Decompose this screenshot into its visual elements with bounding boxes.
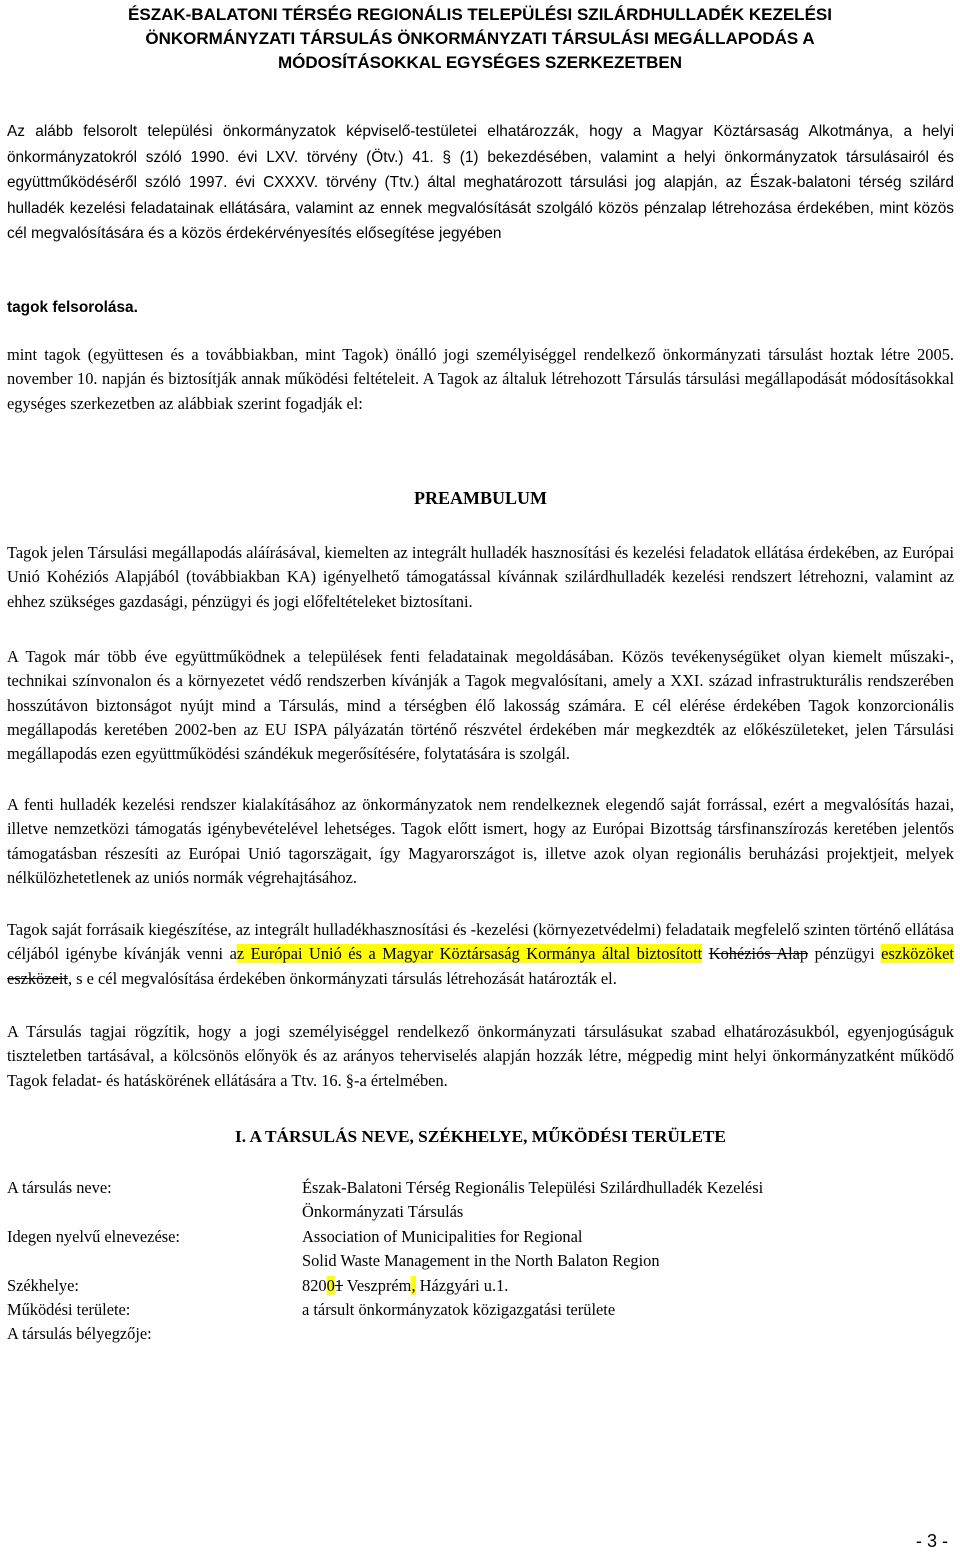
title-line-3: MÓDOSÍTÁSOKKAL EGYSÉGES SZERKEZETBEN (278, 53, 682, 72)
p4-text-e: , s e cél megvalósítása érdekében önkormányzati társulás létrehozását határozták el. (67, 968, 617, 988)
field-foreign-name-line-1: Association of Municipalities for Regional (302, 1227, 583, 1246)
preamble-heading: PREAMBULUM (414, 488, 547, 508)
p4-strike-1: Kohéziós Alap (708, 944, 809, 964)
field-name-value-line-1: Észak-Balatoni Térség Regionális Települési Szilárdhulladék Kezelési (302, 1178, 764, 1197)
preamble-paragraph-4 (7, 918, 954, 991)
field-foreign-name-label: Idegen nyelvű elnevezése: (7, 1227, 180, 1246)
field-name-label: A társulás neve: (7, 1178, 112, 1197)
seat-highlight: 0 (326, 1276, 335, 1295)
seat-text-a: 820 (302, 1276, 327, 1295)
p4-strike-2: eszközeit (7, 968, 68, 988)
preamble-paragraph-2: A Tagok már több éve együttműködnek a települések fenti feladatainak megoldásában. Közös tevékenységüket olyan kiemelt műszaki-, technikai színvonalon és a környezetet védő rendszerben kívánják a Tagok megvalósítani, amely a XXI. század infrastrukturális rendszerében hosszútávon biztonságot nyújt mind a Társulás, mind a térségben élő lakosság számára. E cél elérése érdekében Tagok konzorcionális megállapodás keretében 2002-ben az EU ISPA pályázatán történő részvétel érdekében már megkezdték az előkészületeket, jelen Társulási megállapodás ezen együttműködési szándékuk megerősítésére, folytatására is szolgál. (7, 647, 954, 764)
field-foreign-name-value (302, 1225, 952, 1274)
field-name-value-line-2: Önkormányzati Társulás (302, 1202, 464, 1222)
section-1-heading: I. A TÁRSULÁS NEVE, SZÉKHELYE, MŰKÖDÉSI TERÜLETE (235, 1127, 726, 1146)
field-seat-value (302, 1274, 952, 1298)
field-seat-label: Székhelye: (7, 1276, 79, 1295)
field-foreign-name-line-2: Solid Waste Management in the North Balaton Region (302, 1251, 660, 1271)
field-area-value: a társult önkormányzatok közigazgatási területe (302, 1300, 616, 1319)
p4-highlight-1: z Európai Unió és a Magyar Köztársaság Kormánya által biztosított (236, 944, 703, 964)
intro-paragraph-2: mint tagok (együttesen és a továbbiakban, mint Tagok) önálló jogi személyiséggel rendelkező önkormányzati társulást hoztak létre 2005. november 10. napján és biztosítják annak működési feltételeit. A Tagok az általuk létrehozott Társulás társulási megállapodását módosításokkal egységes szerkezetben az alábbiak szerint fogadják el: (7, 345, 954, 413)
seat-text-b: Veszprém (343, 1276, 412, 1295)
field-name-value (302, 1176, 952, 1225)
preamble-paragraph-1: Tagok jelen Társulási megállapodás aláírásával, kiemelten az integrált hulladék hasznosítási és kezelési feladatok ellátása érdekében, az Európai Unió Kohéziós Alapjából (továbbiakban KA) igényelhető támogatással kívánnak szilárdhulladék kezelési rendszert létrehozni, valamint az ehhez szükséges gazdasági, pénzügyi és jogi előfeltételeket biztosítani. (7, 543, 954, 611)
field-stamp-label: A társulás bélyegzője: (7, 1324, 152, 1343)
seat-comma-highlight: , (411, 1276, 416, 1295)
p4-text-c: pénzügyi (808, 944, 882, 964)
members-list-label: tagok felsorolása. (7, 299, 138, 316)
field-area-label: Működési területe: (7, 1300, 131, 1319)
title-line-2: ÖNKORMÁNYZATI TÁRSULÁS ÖNKORMÁNYZATI TÁRSULÁSI MEGÁLLAPODÁS A (145, 29, 815, 48)
seat-strike: 1 (334, 1276, 343, 1295)
intro-paragraph: Az alább felsorolt települési önkormányzatok képviselő-testületei elhatározzák, hogy a Magyar Köztársaság Alkotmánya, a helyi önkormányzatokról szóló 1990. évi LXV. törvény (Ötv.) 41. § (1) bekezdésében, valamint a helyi önkormányzatok társulásairól és együttműködéséről szóló 1997. évi CXXXV. törvény (Ttv.) által meghatározott társulási jog alapján, az Észak-balatoni térség szilárd hulladék kezelési feladatainak ellátására, valamint az ennek megvalósítását szolgáló közös pénzalap létrehozása érdekében, mint közös cél megvalósítására és a közös érdekérvényesítés elősegítése jegyében (7, 123, 954, 242)
page-number: - 3 - (915, 1531, 948, 1551)
document-title (0, 3, 960, 75)
preamble-paragraph-3: A fenti hulladék kezelési rendszer kialakításához az önkormányzatok nem rendelkeznek elegendő saját forrással, ezért a megvalósítás hazai, illetve nemzetközi támogatás igénybevételével lehetséges. Tagok előtt ismert, hogy az Európai Bizottság társfinanszírozás keretében jelentős támogatásban részesíti az Európai Unió tagorszägait, így Magyarországot is, illetve azok olyan regionális beruházási projektjeit, melyek nélkülözhetetlenek az uniós normák végrehajtásához. (7, 795, 954, 887)
preamble-paragraph-5: A Társulás tagjai rögzítik, hogy a jogi személyiséggel rendelkező önkormányzati társulásukat szabad elhatározásukból, egyenjogúságuk tiszteletben tartásával, a kölcsönös előnyök és az arányos teherviselés alapján hozzák létre, mégpedig mint helyi önkormányzatként működő Tagok feladat- és hatáskörének ellátására a Ttv. 16. §-a értelmében. (7, 1022, 954, 1090)
title-line-1: ÉSZAK-BALATONI TÉRSÉG REGIONÁLIS TELEPÜLÉSI SZILÁRDHULLADÉK KEZELÉSI (128, 5, 832, 24)
seat-text-c: Házgyári u.1. (415, 1276, 509, 1295)
p4-text-a: Tagok saját forrásaik kiegészítése, az integrált hulladékhasznosítási és -kezelési (környezetvédelmi) feladataik megfelelő szinten történő ellátása céljából igénybe kívánják venni a (7, 920, 954, 964)
p4-highlight-2: eszközöket (881, 944, 954, 964)
